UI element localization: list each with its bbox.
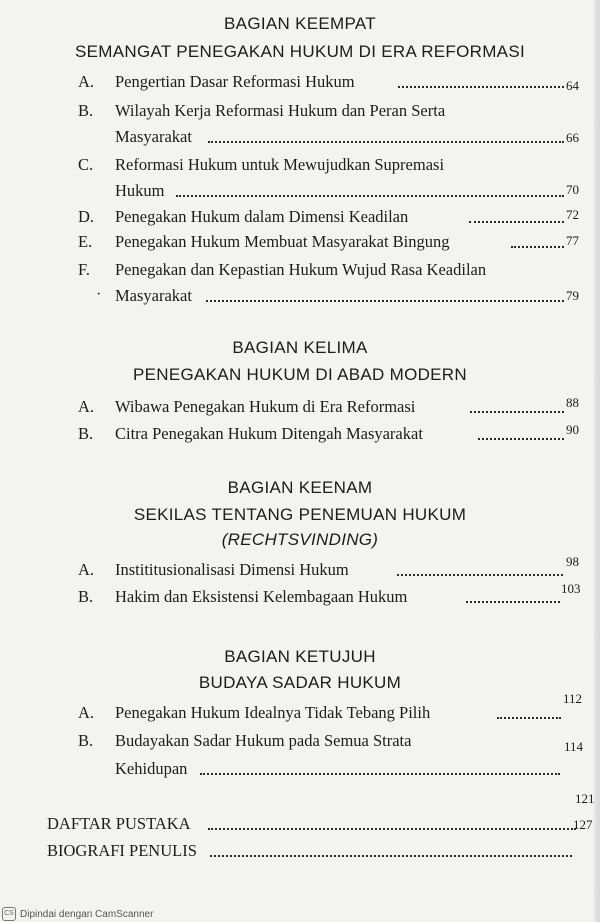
section-title-5: PENEGAKAN HUKUM DI ABAD MODERN (133, 365, 467, 384)
section-subtitle-6: (RECHTSVINDING) (221, 530, 379, 549)
watermark-text: Dipindai dengan CamScanner (20, 908, 154, 920)
entry-title: Budayakan Sadar Hukum pada Semua Strata (115, 731, 412, 750)
entry-title: Penegakan Hukum Membuat Masyarakat Bingung (115, 232, 450, 251)
toc-entry[interactable] (0, 72, 600, 98)
entry-title-continued: Kehidupan (115, 759, 188, 778)
page-number: 103 (561, 581, 581, 596)
toc-entry[interactable] (0, 581, 600, 613)
page-number: 121 (575, 791, 595, 806)
entry-letter: C. (78, 155, 94, 174)
page-number: 72 (566, 207, 579, 222)
page-number: 79 (566, 288, 579, 303)
entry-letter: A. (78, 560, 95, 579)
section-heading-7: BAGIAN KETUJUH (224, 647, 376, 666)
dot-leader (398, 86, 564, 88)
page-number: 88 (566, 395, 579, 410)
page-number: 66 (566, 130, 579, 145)
dot-leader (466, 601, 560, 603)
entry-letter: D. (78, 207, 95, 226)
entry-title: Penegakan Hukum dalam Dimensi Keadilan (115, 207, 409, 226)
entry-title: Instititusionalisasi Dimensi Hukum (115, 560, 349, 579)
entry-title: DAFTAR PUSTAKA (47, 814, 191, 833)
toc-entry[interactable] (0, 232, 600, 258)
entry-letter: A. (78, 72, 95, 91)
page-number: 98 (566, 554, 579, 569)
entry-title: BIOGRAFI PENULIS (47, 841, 197, 860)
dot-leader (511, 246, 564, 248)
entry-letter: A. (78, 397, 95, 416)
entry-title: Hakim dan Eksistensi Kelembagaan Hukum (115, 587, 408, 606)
dot-leader (470, 411, 564, 413)
entry-title: Wibawa Penegakan Hukum di Era Reformasi (115, 397, 416, 416)
entry-letter: B. (78, 424, 94, 443)
page-number: 112 (563, 691, 583, 706)
section-title-4: SEMANGAT PENEGAKAN HUKUM DI ERA REFORMASI (75, 42, 525, 61)
page-number: 70 (566, 182, 579, 197)
entry-letter: A. (78, 703, 95, 722)
toc-entry-continuation[interactable] (0, 286, 600, 312)
toc-entry[interactable] (0, 691, 600, 729)
camscanner-icon: CS (2, 907, 16, 921)
page-number: 77 (566, 233, 579, 248)
page-gutter-shadow (594, 0, 600, 922)
toc-entry[interactable] (0, 101, 600, 127)
page-number: 127 (573, 817, 593, 832)
toc-entry[interactable] (0, 424, 600, 450)
section-title-7: BUDAYA SADAR HUKUM (198, 673, 402, 692)
entry-title: Penegakan Hukum Idealnya Tidak Tebang Pilih (115, 703, 431, 722)
dot-leader (469, 221, 564, 223)
entry-title: Penegakan dan Kepastian Hukum Wujud Rasa Keadilan (115, 260, 487, 279)
dot-leader (397, 574, 563, 576)
toc-entry[interactable] (0, 207, 600, 233)
dot-leader (208, 141, 564, 143)
dot-leader (206, 300, 564, 302)
entry-title-continued: Masyarakat (115, 286, 192, 305)
page-number: 90 (566, 422, 579, 437)
entry-title-continued: Masyarakat (115, 127, 192, 146)
dot-leader (478, 438, 564, 440)
section-heading-6: BAGIAN KEENAM (227, 478, 373, 497)
dot-leader (208, 828, 576, 830)
section-heading-4: BAGIAN KEEMPAT (224, 14, 376, 33)
section-title-6: SEKILAS TENTANG PENEMUAN HUKUM (133, 505, 467, 524)
toc-entry[interactable] (0, 260, 600, 286)
entry-title-continued: Hukum (115, 181, 165, 200)
toc-entry[interactable] (0, 554, 600, 586)
dot-leader (497, 717, 561, 719)
entry-title: Citra Penegakan Hukum Ditengah Masyarakat (115, 424, 423, 443)
dot-leader (176, 195, 564, 197)
toc-entry-continuation[interactable] (0, 181, 600, 207)
toc-entry[interactable] (0, 397, 600, 423)
page-number: 64 (566, 78, 579, 93)
toc-entry[interactable] (0, 155, 600, 181)
toc-entry[interactable] (0, 731, 600, 757)
entry-letter: B. (78, 101, 94, 120)
entry-title: Pengertian Dasar Reformasi Hukum (115, 72, 355, 91)
entry-letter: F. (78, 260, 90, 279)
bullet-mark: · (96, 286, 102, 303)
entry-letter: E. (78, 232, 93, 251)
section-heading-5: BAGIAN KELIMA (232, 338, 368, 357)
toc-entry-continuation[interactable] (0, 127, 600, 153)
page-number: 114 (564, 739, 584, 754)
toc-entry[interactable] (0, 791, 600, 840)
entry-letter: B. (78, 587, 94, 606)
scanner-watermark (0, 906, 600, 922)
dot-leader (210, 855, 572, 857)
dot-leader (200, 773, 560, 775)
entry-letter: B. (78, 731, 94, 750)
entry-title: Wilayah Kerja Reformasi Hukum dan Peran Serta (115, 101, 446, 120)
entry-title: Reformasi Hukum untuk Mewujudkan Supremasi (115, 155, 445, 174)
